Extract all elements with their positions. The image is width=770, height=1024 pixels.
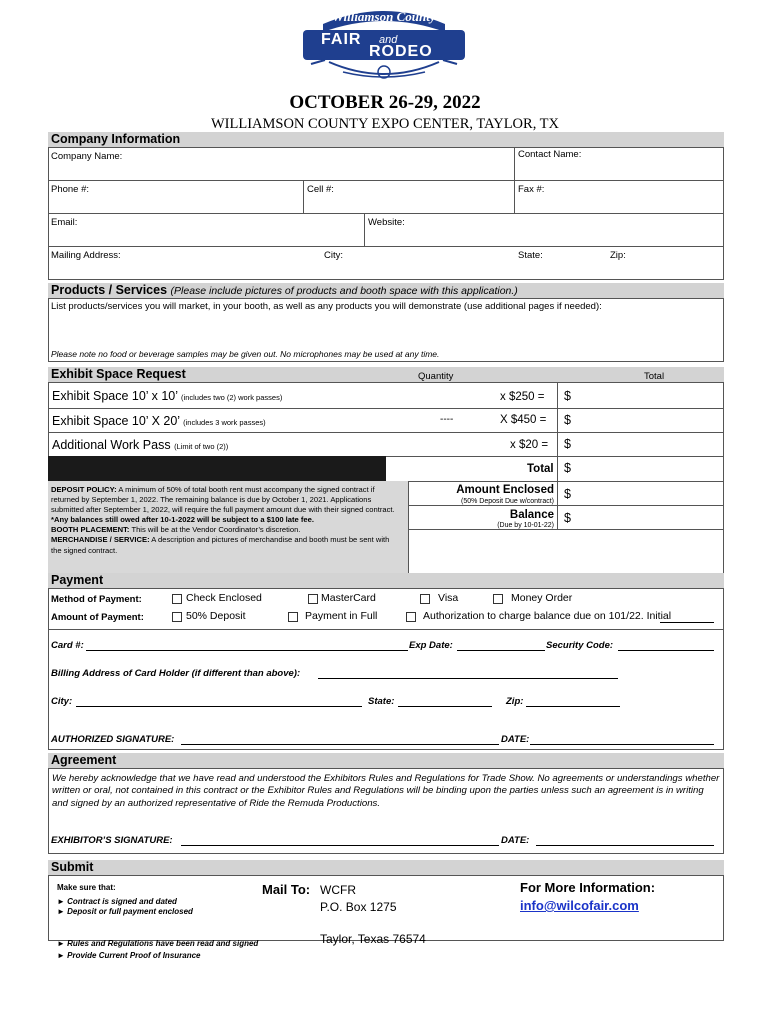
billing-zip-line[interactable] <box>526 706 620 707</box>
quantity-header: Quantity <box>418 371 454 382</box>
policy-merchandise: MERCHANDISE / SERVICE: A description and pictures of merchandise and booth must be sent with the signed contract. <box>51 535 390 555</box>
check-enclosed-label: Check Enclosed <box>186 592 262 604</box>
checklist-item: ► Rules and Regulations have been read and signed <box>57 939 259 948</box>
policy-text <box>51 485 401 556</box>
security-code-label: Security Code: <box>546 640 614 651</box>
exhibitor-date-line[interactable] <box>536 845 714 846</box>
logo-text-county: Williamson County <box>332 9 436 24</box>
exhibit-row-work-pass-total[interactable]: $ <box>564 437 571 451</box>
exhibit-row-10x20-price: X $450 = <box>500 414 547 426</box>
payment-in-full-label: Payment in Full <box>305 610 378 622</box>
contact-email-link[interactable]: info@wilcofair.com <box>520 898 639 913</box>
visa-label: Visa <box>438 592 459 604</box>
contact-name-field[interactable]: Contact Name: <box>518 149 582 160</box>
money-order-label: Money Order <box>511 592 573 604</box>
section-payment: Payment <box>48 573 724 588</box>
section-exhibit-space: Exhibit Space Request <box>48 367 724 382</box>
mail-city: Taylor, Texas 76574 <box>320 932 426 946</box>
section-products-services <box>48 283 724 298</box>
total-label: Total <box>527 463 554 475</box>
checklist-item: ► Contract is signed and dated <box>57 897 177 906</box>
exhibitor-signature-label: EXHIBITOR’S SIGNATURE: <box>51 835 173 846</box>
exhibit-row-10x10 <box>52 389 282 403</box>
city-field[interactable]: City: <box>324 250 343 261</box>
card-number-line[interactable] <box>86 650 408 651</box>
products-instruction: List products/services you will market, in your booth, as well as any products you will demonstrate (use additional pages if needed): <box>51 301 602 312</box>
make-sure-label: Make sure that: <box>57 883 116 892</box>
exhibitor-date-label: DATE: <box>501 835 530 846</box>
billing-zip-label: Zip: <box>506 696 524 707</box>
billing-city-label: City: <box>51 696 73 707</box>
exhibit-row-label: Exhibit Space 10’ X 20’ <box>52 414 180 428</box>
deposit-checkbox[interactable] <box>172 612 182 622</box>
agreement-text: We hereby acknowledge that we have read and understood the Exhibitors Rules and Regulations for Trade Show. No agreements or understandings whether written or oral, not contained in this contract or the Exhibitor Rules and Regulations will be binding upon the parties unless such an agreement is in writing and signed by an authorized representative of Ride the Remuda Productions. <box>52 773 720 809</box>
billing-state-line[interactable] <box>398 706 492 707</box>
event-venue: WILLIAMSON COUNTY EXPO CENTER, TAYLOR, TX <box>210 116 560 132</box>
mailing-address-field[interactable]: Mailing Address: <box>51 250 121 261</box>
fax-field[interactable]: Fax #: <box>518 184 545 195</box>
exhibitor-signature-line[interactable] <box>181 845 499 846</box>
security-code-line[interactable] <box>618 650 714 651</box>
more-info-label: For More Information: <box>520 880 656 895</box>
exhibit-row-work-pass <box>52 438 228 452</box>
exp-date-label: Exp Date: <box>409 640 453 651</box>
method-of-payment-label: Method of Payment: <box>51 594 142 605</box>
total-header: Total <box>644 371 665 382</box>
logo-text-and: and <box>379 34 398 46</box>
section-agreement: Agreement <box>48 753 724 768</box>
policy-booth: BOOTH PLACEMENT: This will be at the Vendor Coordinator’s discretion. <box>51 525 301 535</box>
exhibit-row-label: Exhibit Space 10’ x 10’ <box>52 389 178 403</box>
authorized-date-line[interactable] <box>530 744 714 745</box>
mail-to-label: Mail To: <box>262 882 311 897</box>
authorization-checkbox[interactable] <box>406 612 416 622</box>
checklist-item: ► Provide Current Proof of Insurance <box>57 951 201 960</box>
exhibit-row-10x20-qty[interactable]: ---- <box>440 414 454 425</box>
policy-deposit: DEPOSIT POLICY: A minimum of 50% of total booth rent must accompany the signed contract if returned by September 1, 2022. The remaining balance is due by October 1, 2021. Applications submitted after September 1, 2022, will require the full payment amount due with their signed contract. <box>51 485 395 515</box>
deposit-label: 50% Deposit <box>186 610 246 622</box>
policy-late-fee: *Any balances still owed after 10-1-2022 will be subject to a $100 late fee. <box>51 515 314 525</box>
exhibit-row-10x20-total[interactable]: $ <box>564 413 571 427</box>
mail-box: P.O. Box 1275 <box>320 900 397 914</box>
balance-note: (Due by 10-01-22) <box>497 522 554 529</box>
products-note: Please note no food or beverage samples may be given out. No microphones may be used at any time. <box>51 349 440 359</box>
money-order-checkbox[interactable] <box>493 594 503 604</box>
amount-enclosed-dollar[interactable]: $ <box>564 487 571 501</box>
logo-text-rodeo: RODEO <box>369 43 433 60</box>
authorized-signature-label: AUTHORIZED SIGNATURE: <box>51 734 175 745</box>
check-enclosed-checkbox[interactable] <box>172 594 182 604</box>
section-submit: Submit <box>48 860 724 875</box>
exhibit-row-10x10-total[interactable]: $ <box>564 389 571 403</box>
black-bar <box>48 456 386 481</box>
event-dates: OCTOBER 26-29, 2022 <box>289 92 481 113</box>
email-field[interactable]: Email: <box>51 217 78 228</box>
billing-address-line[interactable] <box>318 678 618 679</box>
company-name-field[interactable]: Company Name: <box>51 151 123 162</box>
total-dollar[interactable]: $ <box>564 461 571 475</box>
products-title: Products / Services <box>51 283 168 297</box>
products-title-note: (Please include pictures of products and booth space with this application.) <box>170 285 518 297</box>
billing-state-label: State: <box>368 696 395 707</box>
authorized-date-label: DATE: <box>501 734 530 745</box>
exhibit-row-note: (Limit of two (2)) <box>174 442 229 451</box>
exhibit-row-10x10-price: x $250 = <box>500 391 545 403</box>
exp-date-line[interactable] <box>457 650 545 651</box>
mail-name: WCFR <box>320 883 356 897</box>
balance-label: Balance <box>509 509 554 521</box>
website-field[interactable]: Website: <box>368 217 405 228</box>
card-number-label: Card #: <box>51 640 84 651</box>
amount-enclosed-note: (50% Deposit Due w/contract) <box>461 498 554 505</box>
state-field[interactable]: State: <box>518 250 543 261</box>
fair-logo <box>293 4 475 84</box>
payment-in-full-checkbox[interactable] <box>288 612 298 622</box>
exhibit-row-work-pass-price: x $20 = <box>510 439 549 451</box>
cell-field[interactable]: Cell #: <box>307 184 334 195</box>
phone-field[interactable]: Phone #: <box>51 184 90 195</box>
exhibit-row-note: (includes two (2) work passes) <box>181 393 283 402</box>
checklist-item: ► Deposit or full payment enclosed <box>57 907 193 916</box>
exhibit-row-note: (includes 3 work passes) <box>183 418 266 427</box>
balance-dollar[interactable]: $ <box>564 511 571 525</box>
billing-city-line[interactable] <box>76 706 362 707</box>
exhibit-row-label: Additional Work Pass <box>52 438 171 452</box>
amount-of-payment-label: Amount of Payment: <box>51 612 144 623</box>
logo-text-fair: FAIR <box>321 31 362 48</box>
authorized-signature-line[interactable] <box>181 744 499 745</box>
exhibit-row-10x20 <box>52 414 266 428</box>
section-company-information: Company Information <box>48 132 724 147</box>
zip-field[interactable]: Zip: <box>610 250 626 261</box>
mastercard-checkbox[interactable] <box>308 594 318 604</box>
billing-address-label: Billing Address of Card Holder (if different than above): <box>51 668 301 679</box>
visa-checkbox[interactable] <box>420 594 430 604</box>
authorization-label: Authorization to charge balance due on 101/22. Initial <box>423 610 672 622</box>
mastercard-label: MasterCard <box>321 592 376 604</box>
amount-enclosed-label: Amount Enclosed <box>456 484 554 496</box>
initial-line[interactable] <box>660 622 714 623</box>
